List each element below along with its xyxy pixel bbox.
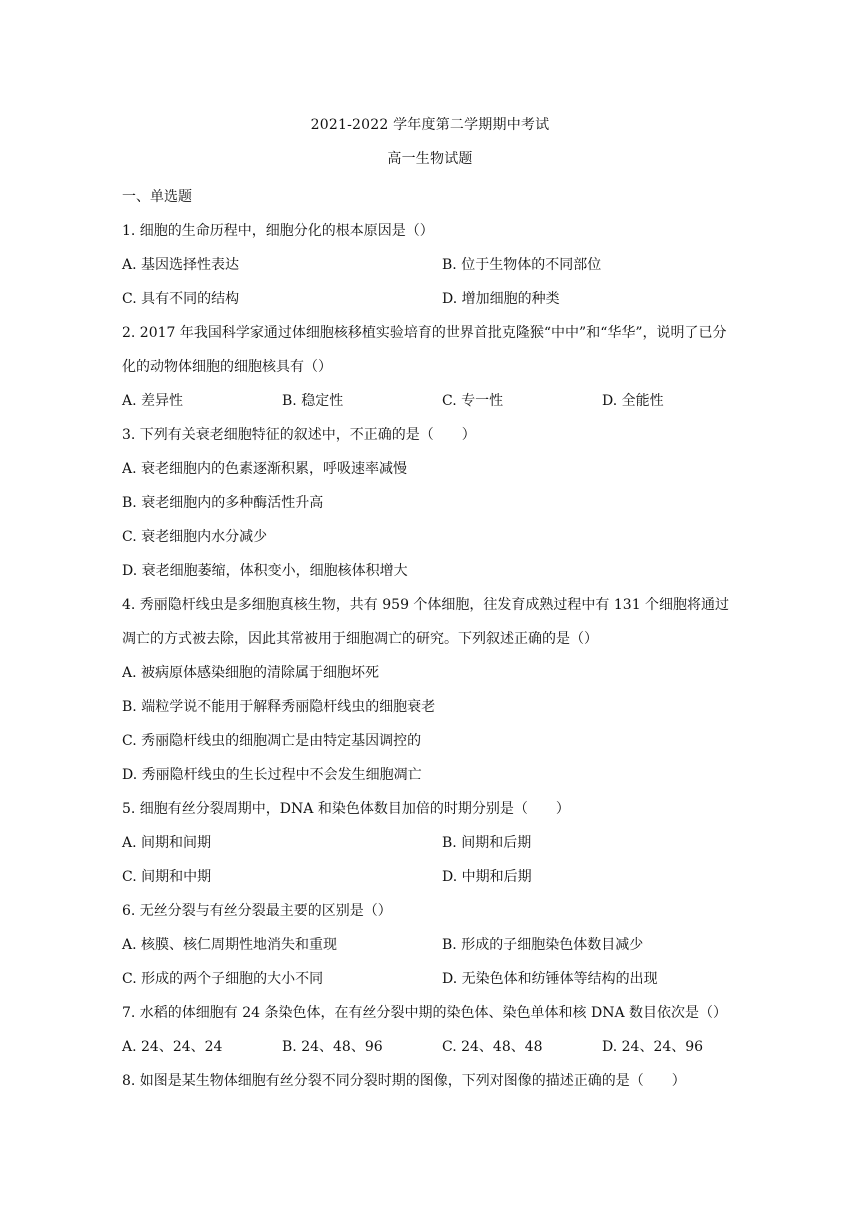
option-c: C. 衰老细胞内水分减少 xyxy=(122,529,268,545)
question-3 xyxy=(122,418,762,588)
question-stem-continued: 化的动物体细胞的细胞核具有（） xyxy=(122,359,332,375)
question-2 xyxy=(122,316,762,418)
option-b: B. 位于生物体的不同部位 xyxy=(442,257,602,273)
option-c: C. 专一性 xyxy=(442,393,504,409)
option-c: C. 秀丽隐杆线虫的细胞凋亡是由特定基因调控的 xyxy=(122,733,422,749)
option-c: C. 24、48、48 xyxy=(442,1039,543,1055)
question-stem: 8. 如图是某生物体细胞有丝分裂不同分裂时期的图像，下列对图像的描述正确的是（ ） xyxy=(122,1073,686,1089)
option-d: D. 24、24、96 xyxy=(602,1039,704,1055)
question-stem: 2. 2017 年我国科学家通过体细胞核移植实验培育的世界首批克隆猴“中中”和“华华”，说明了已分 xyxy=(122,325,727,341)
option-b: B. 间期和后期 xyxy=(442,835,532,851)
option-d: D. 中期和后期 xyxy=(442,869,532,885)
option-a: A. 24、24、24 xyxy=(122,1039,223,1055)
option-b: B. 24、48、96 xyxy=(282,1039,383,1055)
option-a: A. 核膜、核仁周期性地消失和重现 xyxy=(122,937,338,953)
exam-subtitle: 高一生物试题 xyxy=(387,151,473,167)
question-7 xyxy=(122,996,762,1064)
option-c: C. 形成的两个子细胞的大小不同 xyxy=(122,971,324,987)
option-c: C. 具有不同的结构 xyxy=(122,291,240,307)
option-a: A. 差异性 xyxy=(122,393,184,409)
question-stem: 3. 下列有关衰老细胞特征的叙述中，不正确的是（ ） xyxy=(122,427,476,443)
option-b: B. 端粒学说不能用于解释秀丽隐杆线虫的细胞衰老 xyxy=(122,699,436,715)
option-a: A. 衰老细胞内的色素逐渐积累，呼吸速率减慢 xyxy=(122,461,408,477)
question-stem: 4. 秀丽隐杆线虫是多细胞真核生物，共有 959 个体细胞，往发育成熟过程中有 131 个细胞将通过 xyxy=(122,597,730,613)
option-d: D. 全能性 xyxy=(602,393,664,409)
exam-title: 2021-2022 学年度第二学期期中考试 xyxy=(310,117,550,133)
section-heading: 一、单选题 xyxy=(122,189,192,205)
question-stem: 7. 水稻的体细胞有 24 条染色体，在有丝分裂中期的染色体、染色单体和核 DNA 数目依次是（） xyxy=(122,1005,728,1021)
question-5 xyxy=(122,792,762,894)
question-8 xyxy=(122,1064,762,1098)
option-d: D. 无染色体和纺锤体等结构的出现 xyxy=(442,971,658,987)
option-b: B. 衰老细胞内的多种酶活性升高 xyxy=(122,495,324,511)
option-c: C. 间期和中期 xyxy=(122,869,212,885)
question-stem: 5. 细胞有丝分裂周期中，DNA 和染色体数目加倍的时期分别是（ ） xyxy=(122,801,570,817)
option-d: D. 衰老细胞萎缩，体积变小，细胞核体积增大 xyxy=(122,563,408,579)
option-b: B. 稳定性 xyxy=(282,393,344,409)
exam-content xyxy=(122,180,762,1098)
question-stem: 6. 无丝分裂与有丝分裂最主要的区别是（） xyxy=(122,903,392,919)
option-d: D. 增加细胞的种类 xyxy=(442,291,560,307)
option-a: A. 被病原体感染细胞的清除属于细胞坏死 xyxy=(122,665,380,681)
question-stem-continued: 凋亡的方式被去除，因此其常被用于细胞凋亡的研究。下列叙述正确的是（） xyxy=(122,631,598,647)
option-b: B. 形成的子细胞染色体数目减少 xyxy=(442,937,644,953)
question-4 xyxy=(122,588,762,792)
option-d: D. 秀丽隐杆线虫的生长过程中不会发生细胞凋亡 xyxy=(122,767,422,783)
option-a: A. 间期和间期 xyxy=(122,835,212,851)
question-stem: 1. 细胞的生命历程中，细胞分化的根本原因是（） xyxy=(122,223,434,239)
question-6 xyxy=(122,894,762,996)
question-1 xyxy=(122,214,762,316)
option-a: A. 基因选择性表达 xyxy=(122,257,240,273)
